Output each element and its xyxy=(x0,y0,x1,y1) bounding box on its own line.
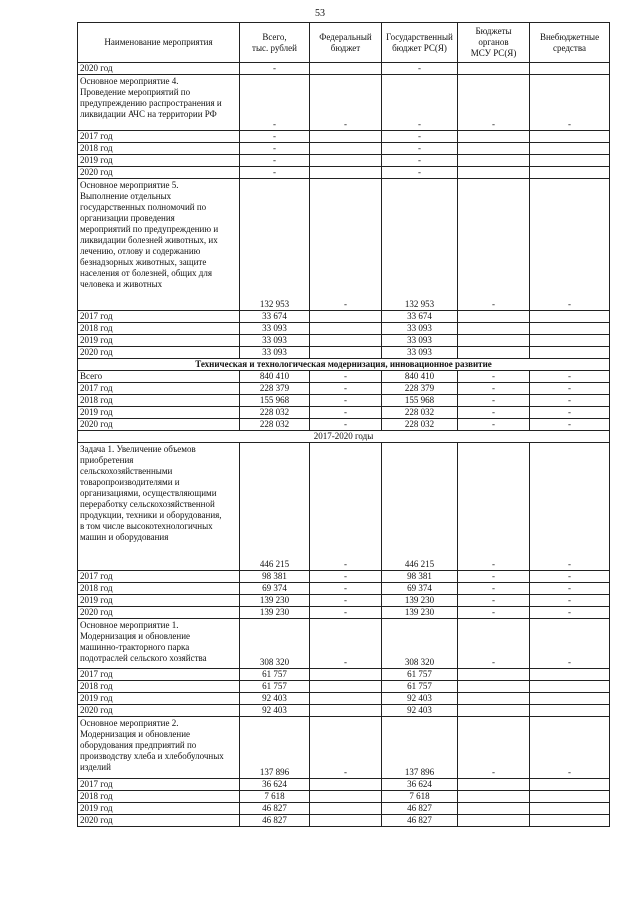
row-name: 2020 год xyxy=(78,347,240,359)
row-name: 2018 год xyxy=(78,323,240,335)
row-name: 2017 год xyxy=(78,311,240,323)
cell-total: 228 379 xyxy=(240,383,310,395)
cell-municipal xyxy=(458,347,530,359)
table-row xyxy=(78,407,610,419)
cell-total: - xyxy=(240,167,310,179)
cell-federal xyxy=(310,803,382,815)
cell-state: 228 379 xyxy=(382,383,458,395)
row-name: 2018 год xyxy=(78,681,240,693)
cell-state: 139 230 xyxy=(382,595,458,607)
cell-total: 446 215 xyxy=(240,443,310,571)
cell-extrabudget xyxy=(530,681,610,693)
cell-extrabudget xyxy=(530,705,610,717)
cell-state: - xyxy=(382,167,458,179)
table-row xyxy=(78,155,610,167)
row-name: 2017 год xyxy=(78,571,240,583)
cell-municipal xyxy=(458,693,530,705)
table-row xyxy=(78,323,610,335)
cell-municipal: - xyxy=(458,179,530,311)
cell-total: - xyxy=(240,143,310,155)
cell-total: 92 403 xyxy=(240,693,310,705)
cell-municipal: - xyxy=(458,583,530,595)
cell-federal xyxy=(310,63,382,75)
table-row xyxy=(78,63,610,75)
cell-federal: - xyxy=(310,395,382,407)
cell-extrabudget xyxy=(530,815,610,827)
cell-municipal: - xyxy=(458,383,530,395)
cell-state: 840 410 xyxy=(382,371,458,383)
cell-municipal xyxy=(458,803,530,815)
cell-state: - xyxy=(382,63,458,75)
cell-federal: - xyxy=(310,619,382,669)
table-row xyxy=(78,583,610,595)
cell-federal xyxy=(310,791,382,803)
cell-municipal xyxy=(458,681,530,693)
cell-total: 139 230 xyxy=(240,595,310,607)
table-row xyxy=(78,335,610,347)
cell-federal: - xyxy=(310,583,382,595)
table-row xyxy=(78,693,610,705)
row-name: 2019 год xyxy=(78,595,240,607)
cell-extrabudget xyxy=(530,143,610,155)
table-row xyxy=(78,607,610,619)
cell-total: - xyxy=(240,155,310,167)
cell-municipal xyxy=(458,323,530,335)
cell-total: 46 827 xyxy=(240,815,310,827)
cell-extrabudget: - xyxy=(530,407,610,419)
row-name: 2017 год xyxy=(78,383,240,395)
cell-state: - xyxy=(382,75,458,131)
measure-row xyxy=(78,717,610,779)
row-name xyxy=(78,75,240,131)
cell-federal xyxy=(310,705,382,717)
cell-federal: - xyxy=(310,607,382,619)
cell-state: 69 374 xyxy=(382,583,458,595)
cell-federal: - xyxy=(310,419,382,431)
header-name: Наименование мероприятия xyxy=(78,23,240,63)
row-name-text: Основное мероприятие 4. Проведение мероприятий по предупреждению распространения и ликвидации АЧС на территории РФ xyxy=(80,76,222,119)
row-name: 2018 год xyxy=(78,791,240,803)
table-row xyxy=(78,419,610,431)
cell-federal: - xyxy=(310,717,382,779)
cell-federal xyxy=(310,335,382,347)
cell-total: 36 624 xyxy=(240,779,310,791)
cell-total: 132 953 xyxy=(240,179,310,311)
header-row xyxy=(78,23,610,63)
row-name: 2019 год xyxy=(78,407,240,419)
cell-municipal xyxy=(458,311,530,323)
row-name: 2019 год xyxy=(78,803,240,815)
cell-total: 840 410 xyxy=(240,371,310,383)
cell-state: - xyxy=(382,155,458,167)
cell-extrabudget: - xyxy=(530,595,610,607)
cell-municipal: - xyxy=(458,75,530,131)
cell-state: 61 757 xyxy=(382,681,458,693)
cell-state: 155 968 xyxy=(382,395,458,407)
cell-federal xyxy=(310,143,382,155)
row-name: 2017 год xyxy=(78,131,240,143)
table-row xyxy=(78,383,610,395)
cell-federal: - xyxy=(310,179,382,311)
cell-federal: - xyxy=(310,571,382,583)
cell-federal xyxy=(310,323,382,335)
cell-municipal: - xyxy=(458,407,530,419)
period-row xyxy=(78,431,610,443)
header-extrabudget: Внебюджетные средства xyxy=(530,23,610,63)
cell-total: 137 896 xyxy=(240,717,310,779)
cell-extrabudget xyxy=(530,155,610,167)
cell-extrabudget xyxy=(530,693,610,705)
cell-municipal xyxy=(458,815,530,827)
cell-municipal xyxy=(458,669,530,681)
cell-total: 228 032 xyxy=(240,407,310,419)
cell-extrabudget xyxy=(530,779,610,791)
cell-total: 155 968 xyxy=(240,395,310,407)
cell-extrabudget xyxy=(530,323,610,335)
cell-extrabudget: - xyxy=(530,607,610,619)
row-name: Всего xyxy=(78,371,240,383)
table-row xyxy=(78,681,610,693)
measure-row xyxy=(78,443,610,571)
row-name: 2020 год xyxy=(78,63,240,75)
cell-municipal: - xyxy=(458,595,530,607)
cell-municipal: - xyxy=(458,619,530,669)
row-name-text: Задача 1. Увеличение объемов приобретения сельскохозяйственными товаропроизводителями и организациями, осуществляющими переработку сельскохозяйственной продукции, техники и оборудования, в том числе высокотехнологичных машин и оборудования xyxy=(80,444,222,542)
cell-federal xyxy=(310,167,382,179)
cell-federal xyxy=(310,347,382,359)
table-row xyxy=(78,803,610,815)
cell-state: 33 674 xyxy=(382,311,458,323)
cell-extrabudget: - xyxy=(530,383,610,395)
cell-federal xyxy=(310,693,382,705)
row-name: 2020 год xyxy=(78,419,240,431)
cell-state: 446 215 xyxy=(382,443,458,571)
cell-extrabudget xyxy=(530,347,610,359)
cell-federal xyxy=(310,681,382,693)
cell-extrabudget: - xyxy=(530,717,610,779)
cell-state: - xyxy=(382,143,458,155)
row-name: 2019 год xyxy=(78,693,240,705)
measure-row xyxy=(78,619,610,669)
row-name xyxy=(78,717,240,779)
cell-municipal xyxy=(458,63,530,75)
section-row xyxy=(78,359,610,371)
cell-municipal xyxy=(458,167,530,179)
cell-municipal xyxy=(458,143,530,155)
cell-extrabudget: - xyxy=(530,571,610,583)
cell-state: 61 757 xyxy=(382,669,458,681)
cell-total: 139 230 xyxy=(240,607,310,619)
cell-extrabudget xyxy=(530,63,610,75)
cell-extrabudget xyxy=(530,669,610,681)
cell-municipal: - xyxy=(458,443,530,571)
cell-state: 33 093 xyxy=(382,323,458,335)
cell-total: 69 374 xyxy=(240,583,310,595)
table-row xyxy=(78,395,610,407)
cell-municipal: - xyxy=(458,395,530,407)
cell-federal xyxy=(310,311,382,323)
cell-municipal xyxy=(458,779,530,791)
cell-state: 33 093 xyxy=(382,347,458,359)
row-name: 2019 год xyxy=(78,335,240,347)
cell-total: 33 093 xyxy=(240,323,310,335)
header-state: Государственный бюджет РС(Я) xyxy=(382,23,458,63)
row-name: 2018 год xyxy=(78,143,240,155)
table-row xyxy=(78,131,610,143)
cell-total: 33 093 xyxy=(240,347,310,359)
row-name: 2019 год xyxy=(78,155,240,167)
cell-extrabudget: - xyxy=(530,75,610,131)
cell-total: 33 093 xyxy=(240,335,310,347)
page-number: 53 xyxy=(315,8,325,19)
cell-extrabudget: - xyxy=(530,619,610,669)
cell-state: 98 381 xyxy=(382,571,458,583)
cell-extrabudget xyxy=(530,803,610,815)
row-name: 2018 год xyxy=(78,395,240,407)
cell-extrabudget: - xyxy=(530,583,610,595)
cell-extrabudget: - xyxy=(530,419,610,431)
cell-extrabudget xyxy=(530,791,610,803)
cell-municipal: - xyxy=(458,717,530,779)
measure-row xyxy=(78,179,610,311)
cell-federal xyxy=(310,131,382,143)
header-municipal: Бюджеты органов МСУ РС(Я) xyxy=(458,23,530,63)
table-row xyxy=(78,779,610,791)
cell-extrabudget xyxy=(530,311,610,323)
cell-municipal: - xyxy=(458,571,530,583)
row-name: 2020 год xyxy=(78,705,240,717)
cell-state: 46 827 xyxy=(382,803,458,815)
cell-state: 137 896 xyxy=(382,717,458,779)
cell-extrabudget: - xyxy=(530,443,610,571)
cell-federal xyxy=(310,779,382,791)
row-name xyxy=(78,619,240,669)
cell-total: 7 618 xyxy=(240,791,310,803)
cell-state: 139 230 xyxy=(382,607,458,619)
cell-total: - xyxy=(240,131,310,143)
row-name: 2020 год xyxy=(78,607,240,619)
table-row xyxy=(78,571,610,583)
cell-federal xyxy=(310,815,382,827)
row-name: 2020 год xyxy=(78,167,240,179)
cell-total: 228 032 xyxy=(240,419,310,431)
cell-total: 46 827 xyxy=(240,803,310,815)
cell-federal xyxy=(310,155,382,167)
table-row xyxy=(78,705,610,717)
row-name-text: Основное мероприятие 1. Модернизация и обновление машинно-тракторного парка подотраслей сельского хозяйства xyxy=(80,620,207,663)
table-row xyxy=(78,669,610,681)
row-name: 2020 год xyxy=(78,815,240,827)
cell-total: 61 757 xyxy=(240,669,310,681)
table-row xyxy=(78,791,610,803)
cell-federal: - xyxy=(310,383,382,395)
cell-municipal xyxy=(458,705,530,717)
cell-federal: - xyxy=(310,371,382,383)
cell-state: 132 953 xyxy=(382,179,458,311)
cell-total: 92 403 xyxy=(240,705,310,717)
cell-state: 92 403 xyxy=(382,705,458,717)
cell-state: 92 403 xyxy=(382,693,458,705)
row-name-text: Основное мероприятие 5. Выполнение отдельных государственных полномочий по организации проведения мероприятий по предупреждению и ликвидации болезней животных, их лечению, отлову и содержанию безнадзорных животных, защите населения от болезней, общих для человека и животных xyxy=(80,180,219,289)
cell-municipal xyxy=(458,791,530,803)
cell-federal: - xyxy=(310,407,382,419)
cell-extrabudget: - xyxy=(530,371,610,383)
cell-municipal: - xyxy=(458,419,530,431)
cell-federal: - xyxy=(310,443,382,571)
table-row xyxy=(78,815,610,827)
table-row xyxy=(78,311,610,323)
cell-federal: - xyxy=(310,595,382,607)
table-row xyxy=(78,167,610,179)
cell-extrabudget xyxy=(530,335,610,347)
cell-municipal xyxy=(458,335,530,347)
header-federal: Федеральный бюджет xyxy=(310,23,382,63)
table-row xyxy=(78,371,610,383)
measure-row xyxy=(78,75,610,131)
cell-total: 61 757 xyxy=(240,681,310,693)
section-title: Техническая и технологическая модернизация, инновационное развитие xyxy=(78,359,610,371)
cell-total: 308 320 xyxy=(240,619,310,669)
cell-state: 46 827 xyxy=(382,815,458,827)
cell-state: 228 032 xyxy=(382,419,458,431)
row-name: 2018 год xyxy=(78,583,240,595)
funding-table xyxy=(77,22,610,827)
cell-total: 33 674 xyxy=(240,311,310,323)
table-row xyxy=(78,347,610,359)
cell-extrabudget: - xyxy=(530,179,610,311)
row-name: 2017 год xyxy=(78,779,240,791)
cell-state: 7 618 xyxy=(382,791,458,803)
table-row xyxy=(78,143,610,155)
cell-state: 228 032 xyxy=(382,407,458,419)
cell-state: 33 093 xyxy=(382,335,458,347)
table-body xyxy=(78,63,610,827)
cell-extrabudget: - xyxy=(530,395,610,407)
cell-federal xyxy=(310,669,382,681)
cell-total: - xyxy=(240,63,310,75)
cell-total: - xyxy=(240,75,310,131)
cell-state: 36 624 xyxy=(382,779,458,791)
cell-total: 98 381 xyxy=(240,571,310,583)
cell-municipal: - xyxy=(458,371,530,383)
period-label: 2017-2020 годы xyxy=(78,431,610,443)
cell-state: 308 320 xyxy=(382,619,458,669)
cell-municipal xyxy=(458,155,530,167)
table-row xyxy=(78,595,610,607)
cell-extrabudget xyxy=(530,167,610,179)
cell-municipal xyxy=(458,131,530,143)
cell-state: - xyxy=(382,131,458,143)
cell-municipal: - xyxy=(458,607,530,619)
row-name: 2017 год xyxy=(78,669,240,681)
row-name-text: Основное мероприятие 2. Модернизация и обновление оборудования предприятий по производству хлеба и хлебобулочных изделий xyxy=(80,718,224,772)
row-name xyxy=(78,443,240,571)
row-name xyxy=(78,179,240,311)
cell-federal: - xyxy=(310,75,382,131)
header-total: Всего, тыс. рублей xyxy=(240,23,310,63)
cell-extrabudget xyxy=(530,131,610,143)
